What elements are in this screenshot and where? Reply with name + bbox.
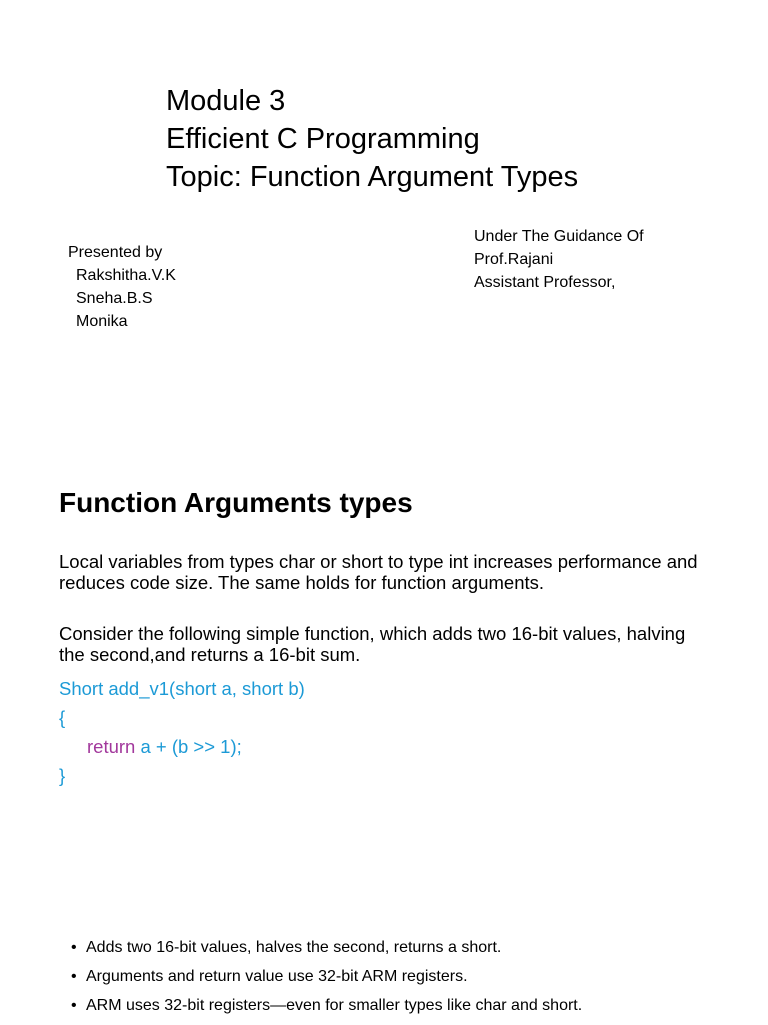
- topic-heading: Topic: Function Argument Types: [166, 161, 579, 193]
- bullet-item: [68, 996, 628, 1016]
- bullet-icon: •: [71, 968, 77, 985]
- code-return-line: [59, 732, 305, 761]
- presenter-name: Rakshitha.V.K: [76, 267, 176, 284]
- presenter-name: Sneha.B.S: [76, 290, 153, 307]
- notes-slide: [0, 860, 768, 1024]
- function-arguments-slide: [0, 430, 768, 860]
- bullet-text: Arguments and return value use 32-bit ARM registers.: [86, 968, 468, 985]
- bullet-text: Adds two 16-bit values, halves the second, returns a short.: [86, 939, 502, 956]
- bullet-text: ARM uses 32-bit registers—even for smaller types like char and short.: [86, 997, 583, 1014]
- bullet-icon: •: [71, 997, 77, 1014]
- code-keyword: return: [87, 736, 136, 757]
- code-expression: a + (b >> 1);: [135, 736, 242, 757]
- bullet-icon: •: [71, 939, 77, 956]
- guide-name: Prof.Rajani: [474, 251, 554, 268]
- bullet-item: [68, 938, 628, 958]
- bullet-list: [68, 938, 628, 1025]
- presented-by-label: Presented by: [68, 244, 163, 261]
- intro-paragraph: Local variables from types char or short to type int increases performance and reduces code size. The same holds for function arguments.: [59, 551, 698, 593]
- guidance-block: [474, 225, 644, 294]
- code-snippet: [59, 674, 305, 790]
- example-paragraph: Consider the following simple function, which adds two 16-bit values, halving the second,and returns a 16-bit sum.: [59, 623, 686, 665]
- code-close-brace: }: [59, 765, 66, 786]
- presenter-name: Monika: [76, 313, 128, 330]
- code-signature: Short add_v1(short a, short b): [59, 678, 305, 699]
- presenters-block: [68, 241, 176, 333]
- bullet-item: [68, 967, 628, 987]
- guidance-label: Under The Guidance Of: [474, 228, 644, 245]
- module-heading: Module 3: [166, 85, 286, 117]
- slide-heading: Function Arguments types: [59, 487, 413, 518]
- title-slide: [0, 0, 768, 430]
- code-open-brace: {: [59, 707, 66, 728]
- slide-title: [166, 82, 578, 196]
- guide-designation: Assistant Professor,: [474, 274, 616, 291]
- course-heading: Efficient C Programming: [166, 123, 480, 155]
